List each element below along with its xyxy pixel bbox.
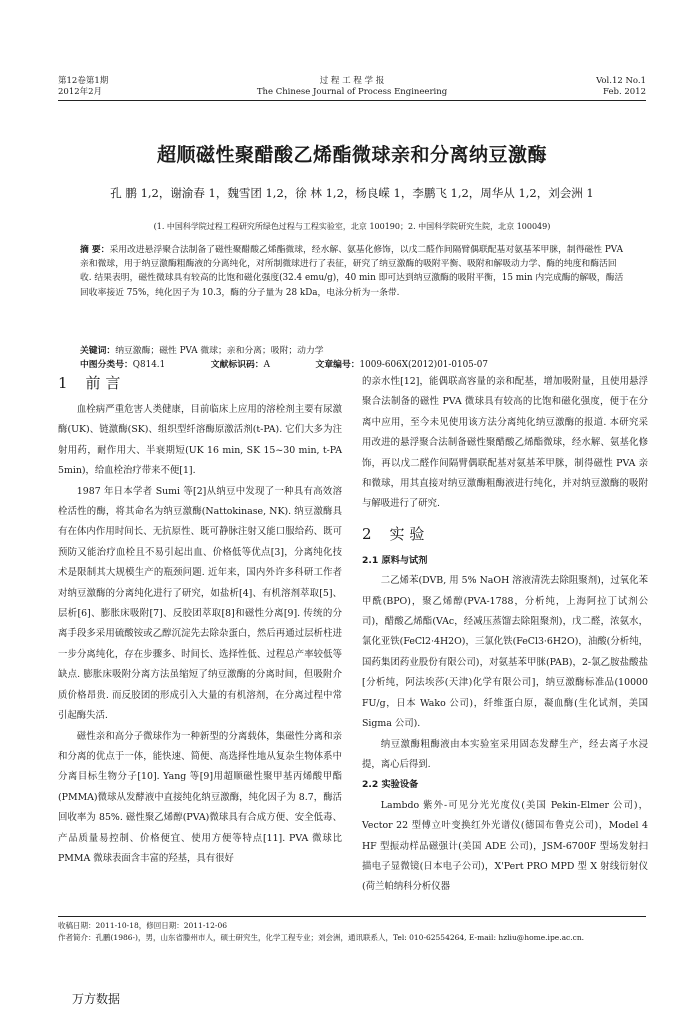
clc-label: 中图分类号： [80, 360, 133, 370]
footnote [58, 916, 646, 944]
subsection-heading: 2.2 实验设备 [362, 779, 419, 791]
journal-name-cn: 过 程 工 程 学 报 [319, 76, 385, 86]
received-date: 收稿日期：2011-10-18，修回日期：2011-12-06 [58, 921, 227, 930]
paper-title: 超顺磁性聚醋酸乙烯酯微球亲和分离纳豆激酶 [156, 144, 547, 166]
classification [80, 358, 628, 372]
right-column [362, 372, 648, 898]
paragraph: 二乙烯苯(DVB, 用 5% NaOH 溶液清洗去除阻聚剂)，过氧化苯甲酰(BPO)，聚乙烯醇(PVA-1788，分析纯，上海阿拉丁试剂公司)，醋酸乙烯酯(VAc，经减压蒸馏去除阻聚剂)，戊二醛，浓氨水，氯化亚铁(FeCl2·4H2O)，三氯化铁(FeCl3·6H2O)，油酸(分析纯，国药集团药业股份有限公司)，对氨基苯甲脒(PAB)，2-氯乙胺盐酸盐[分析纯，阿法埃莎(天津)化学有限公司]，纳豆激酶标准品(10000 FU/g，日本 Wako 公司)，纤维蛋白原，凝血酶(生化试剂，美国 Sigma 公司). [362, 575, 648, 730]
journal-name-en: The Chinese Journal of Process Engineering [256, 87, 448, 97]
article-no-value: 1009-606X(2012)01-0105-07 [359, 360, 488, 370]
section-number: 2 [362, 524, 372, 543]
doc-code-label: 文献标识码： [210, 360, 264, 370]
volume-issue: 第12卷第1期 [58, 76, 109, 86]
header-date-en: Feb. 2012 [603, 87, 646, 97]
volume-issue-en: Vol.12 No.1 [596, 76, 646, 86]
left-column [58, 372, 342, 869]
header-right [596, 76, 646, 98]
keywords-text: 纳豆激酶；磁性 PVA 微球；亲和分离；吸附；动力学 [115, 346, 324, 356]
paragraph: 的亲水性[12]，能偶联高容量的亲和配基，增加吸附量，且使用悬浮聚合法制备的磁性 PVA 微球具有较高的比饱和磁化强度，便于在分离中应用，至今未见使用该方法分离纯化纳豆激酶的报道. 本研究采用改进的悬浮聚合法制备磁性聚醋酸乙烯酯微球，经水解、氨基化修饰，再以戊二醛作间隔臂偶联配基对氨基苯甲脒，制得磁性 PVA 亲和微球，用其直接对纳豆激酶粗酶液进行纯化，并对纳豆激酶的吸附与解吸进行了研究. [362, 376, 648, 510]
footnote-rule [58, 916, 646, 917]
watermark: 万方数据 [72, 992, 121, 1006]
paragraph: 1987 年日本学者 Sumi 等[2]从纳豆中发现了一种具有高效溶栓活性的酶，将其命名为纳豆激酶(Nattokinase, NK). 纳豆激酶具有在体内作用时间长、无抗原性、既可静脉注射又能口服给药、既可预防又能治疗血栓且不易引起出血、价格低等优点[3]，分离纯化技术是限制其大规模生产的瓶颈问题. 近年来，国内外许多科研工作者对纳豆激酶的分离纯化进行了研究，如盐析[4]、有机溶剂萃取[5]、层析[6]、膨胀床吸附[7]、反胶团萃取[8]和磁性分离[9]. 传统的分离手段多采用硫酸铵或乙醇沉淀先去除杂蛋白，然后再通过层析柱进一步分离纯化，存在步骤多、时间长、选择性低、过程总产率较低等缺点. 膨胀床吸附分离方法虽缩短了纳豆激酶的分离时间，但吸附介质价格昂贵. 而反胶团的形成引入大量的有机溶剂，在分离过程中常引起酶失活. [58, 485, 342, 722]
abstract-label: 摘 要： [80, 245, 110, 255]
keywords-label: 关键词： [80, 346, 116, 356]
header-rule [58, 100, 646, 101]
section-heading-experiment [362, 523, 648, 545]
paragraph: 血栓病严重危害人类健康，目前临床上应用的溶栓剂主要有尿激酶(UK)、链激酶(SK)、组织型纤溶酶原激活剂(t-PA). 它们大多为注射用药，耐作用大、半衰期短(UK 16 min, SK 15~30 min, t-PA 5min)，给血栓治疗带来不便[1]. [58, 404, 342, 477]
running-header [58, 76, 646, 102]
abstract [80, 243, 628, 300]
author-bio: 作者简介：孔鹏(1986-)，男，山东省滕州市人，硕士研究生，化学工程专业；刘会洲，通讯联系人，Tel: 010-62554264, E-mail: hzliu@home.ipe.ac.cn. [58, 933, 585, 942]
section-title: 前 言 [85, 374, 121, 392]
doc-code-value: A [263, 360, 270, 370]
clc-value: Q814.1 [132, 360, 166, 370]
header-center [58, 76, 646, 98]
section-heading-intro [58, 372, 342, 394]
paragraph: Lambdo 紫外-可见分光光度仪(美国 Pekin-Elmer 公司)，Vector 22 型傅立叶变换红外光谱仪(德国布鲁克公司)，Model 4 HF 型振动样品磁强计(美国 ADE 公司)，JSM-6700F 型场发射扫描电子显微镜(日本电子公司)，X'Pert PRO MPD 型 X 射线衍射仪(荷兰帕纳科分析仪器 [362, 799, 648, 893]
section-number: 1 [58, 374, 68, 392]
paragraph: 纳豆激酶粗酶液由本实验室采用固态发酵生产，经去离子水浸提，离心后得到. [362, 738, 648, 770]
section-title: 实 验 [389, 524, 425, 543]
paragraph: 磁性亲和高分子微球作为一种新型的分离载体，集磁性分离和亲和分离的优点于一体，能快速、简便、高选择性地从复杂生物体系中分离目标生物分子[10]. Yang 等[9]用超顺磁性聚甲基丙烯酸甲酯(PMMA)微球从发酵液中直接纯化纳豆激酶，纯化因子为 8.7，酶活回收率为 85%. 磁性聚乙烯醇(PVA)微球具有合成方便、安全低毒、产品质量易控制、价格便宜、使用方便等特点[11]. PVA 微球比 PMMA 微球表面含丰富的羟基，具有很好 [58, 730, 342, 864]
article-meta [80, 344, 628, 372]
abstract-text: 采用改进悬浮聚合法制备了磁性聚醋酸乙烯酯微球，经水解、氨基化修饰，以戊二醛作间隔臂偶联配基对氨基苯甲脒，制得磁性 PVA 亲和微球，用于纳豆激酶粗酶液的分离纯化，对所制微球进行了表征，研究了纳豆激酶的吸附平衡、吸附和解吸动力学、酶的纯度和酶活回收. 结果表明，磁性微球具有较高的比饱和磁化强度(32.4 emu/g)，40 min 即可达到纳豆激酶的吸附平衡，15 min 内完成酶的解吸，酶活回收率接近 75%，纯化因子为 10.3，酶的分子量为 28 kDa，电泳分析为一条带. [80, 245, 624, 298]
subsection-heading: 2.1 原料与试剂 [362, 554, 428, 566]
keywords [80, 344, 628, 358]
article-no-label: 文章编号： [315, 360, 360, 370]
header-date-cn: 2012年2月 [58, 87, 103, 97]
author-list: 孔 鹏 1,2，谢渝春 1，魏雪团 1,2，徐 林 1,2，杨良嵘 1，李鹏飞 1,2，周华从 1,2，刘会洲 1 [110, 186, 594, 200]
affiliation: (1. 中国科学院过程工程研究所绿色过程与工程实验室，北京 100190；2. 中国科学院研究生院，北京 100049) [153, 222, 551, 231]
